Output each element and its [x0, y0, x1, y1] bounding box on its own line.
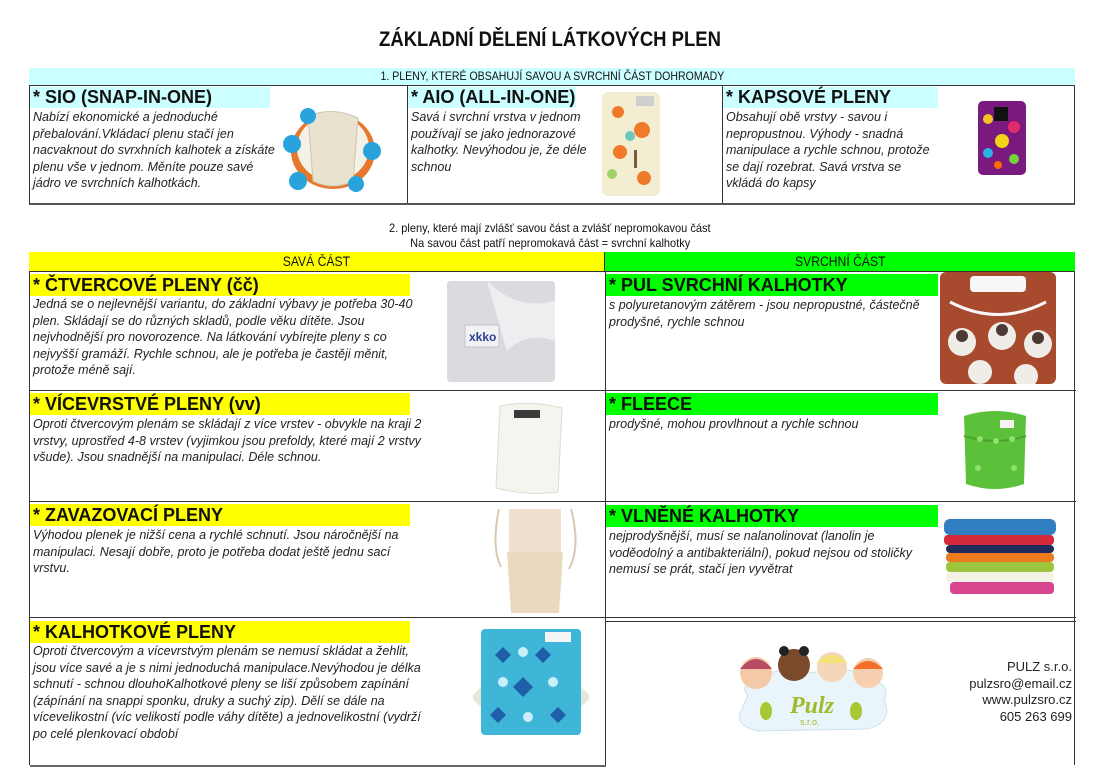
section1-table — [29, 85, 1075, 205]
pulz-logo — [728, 645, 896, 741]
fleece-cover-image — [960, 406, 1030, 492]
section2-heading-line2: Na savou část patří nepromokavá část = svrchní kalhotky — [409, 236, 691, 250]
pocket-title: * KAPSOVÉ PLENY — [723, 87, 938, 108]
sio-diaper-image — [278, 96, 388, 196]
fleece-cover-description: prodyšné, mohou provlhnout a rychle schnou — [609, 417, 859, 431]
aio-diaper-image — [600, 90, 662, 198]
square-diaper-description: Jedná se o nejlevnější variantu, do základní výbavy je potřeba 30-40 plen. Skládají se do různých skladů, podle věku dítěte. Jsou nejvhodnější pro novorozence. Na látkování vybírejte pleny s co nejvyšší gramáží. Rychle schnou, ale je potřeba je častěji měnit, protože méně sají. — [33, 297, 413, 377]
contact-info — [969, 659, 1072, 725]
svg-text:xkko: xkko — [469, 330, 497, 344]
multilayer-diaper-image — [492, 400, 568, 496]
section2-table — [29, 271, 1075, 765]
absorbent-column-header: SAVÁ ČÁST — [29, 252, 605, 271]
square-diaper-title: * ČTVERCOVÉ PLENY (čč) — [30, 274, 410, 296]
sio-cell — [30, 86, 407, 203]
company-name: PULZ s.r.o. — [1006, 659, 1072, 674]
wool-cover-title: * VLNĚNÉ KALHOTKY — [606, 505, 938, 527]
fitted-diaper-description: Oproti čtvercovým a vícevrstvým plenám se nemusí skládat a žehlit, jsou více savé a je s nimi jednoduchá manipulace.Nevýhodou je délka schnutí - schnou dlouhoKalhotkové pleny se liší způsobem zapínání (zápínání na snappi sponku, druky a suchý zip). Dělí se dále na vícevelikostní (víc velikostí podle váhy dítěte) a jednovelikostní (vydrží po celé plenkovací období — [33, 644, 421, 741]
aio-description: Savá i svrchní vrstva v jednom používají se jako jednorazové kalhotky. Nevýhodou je, že déle schnou — [411, 110, 587, 174]
aio-cell — [408, 86, 722, 203]
pul-cover-description: s polyuretanovým zátěrem - jsou nepropustné, částečně prodyšné, rychle schnou — [609, 298, 920, 329]
tie-diaper-image — [485, 507, 585, 615]
multilayer-diaper-title: * VÍCEVRSTVÉ PLENY (vv) — [30, 393, 410, 415]
pocket-cell — [723, 86, 1075, 203]
page-title: ZÁKLADNÍ DĚLENÍ LÁTKOVÝCH PLEN — [379, 28, 721, 51]
sio-title: * SIO (SNAP-IN-ONE) — [30, 87, 270, 108]
pocket-diaper-image — [978, 101, 1026, 175]
phone-number: 605 263 699 — [999, 708, 1072, 724]
multilayer-diaper-description: Oproti čtvercovým plenám se skládají z více vrstev - obvykle na kraji 2 vrstvy, uprostřed 4-8 vrstev (vyjimkou jsou prefoldy, které mají 2 vrstvy všude). Jsou snadnější na manipulaci. Déle schnou. — [33, 417, 422, 464]
pocket-description: Obsahují obě vrstvy - savou i nepropustnou. Výhody - snadná manipulace a rychle schnou, protože se dají rozebrat. Savá vrstva se vkládá do kapsy — [726, 110, 930, 190]
wool-cover-description: nejprodyšnější, musí se nalanolinovat (lanolin je voděodolný a antibakteriální), pokud nejsou od stoličky nemusí se prát, stačí jen vyvětrat — [609, 529, 912, 576]
wool-cover-image — [942, 517, 1058, 597]
cover-column-header: SVRCHNÍ ČÁST — [605, 252, 1075, 271]
tie-diaper-description: Výhodou plenek je nižší cena a rychlé schnutí. Jsou náročnější na manipulaci. Nesají dobře, proto je potřeba dodat ještě jednu sací vrstvu. — [33, 528, 399, 575]
section1-heading: 1. PLENY, KTERÉ OBSAHUJÍ SAVOU A SVRCHNÍ ČÁST DOHROMADY — [29, 68, 1075, 85]
sio-description: Nabízí ekonomické a jednoduché přebalování.Vkládací plenu stačí jen nacvaknout do svrxhních kalhotek a získáte plenu vše v jednom. Měníte pouze savé jádro ve svrchních kalhotkách. — [33, 110, 275, 190]
email-link[interactable]: pulzsro@email.cz — [969, 675, 1072, 691]
pul-cover-title: * PUL SVRCHNÍ KALHOTKY — [606, 274, 938, 296]
svg-text:s.r.o.: s.r.o. — [800, 717, 820, 727]
svg-text:Pulz: Pulz — [790, 693, 835, 719]
square-diaper-image — [447, 281, 555, 382]
pul-cover-image — [940, 272, 1056, 384]
tie-diaper-title: * ZAVAZOVACÍ PLENY — [30, 504, 410, 526]
fitted-diaper-title: * KALHOTKOVÉ PLENY — [30, 621, 410, 643]
fitted-diaper-image — [473, 627, 589, 737]
fleece-cover-title: * FLEECE — [606, 393, 938, 415]
website-link[interactable]: www.pulzsro.cz — [982, 692, 1072, 707]
aio-title: * AIO (ALL-IN-ONE) — [408, 87, 576, 108]
section2-heading-line1: 2. pleny, které mají zvlášť savou část a zvlášť nepromokavou část — [389, 221, 711, 235]
